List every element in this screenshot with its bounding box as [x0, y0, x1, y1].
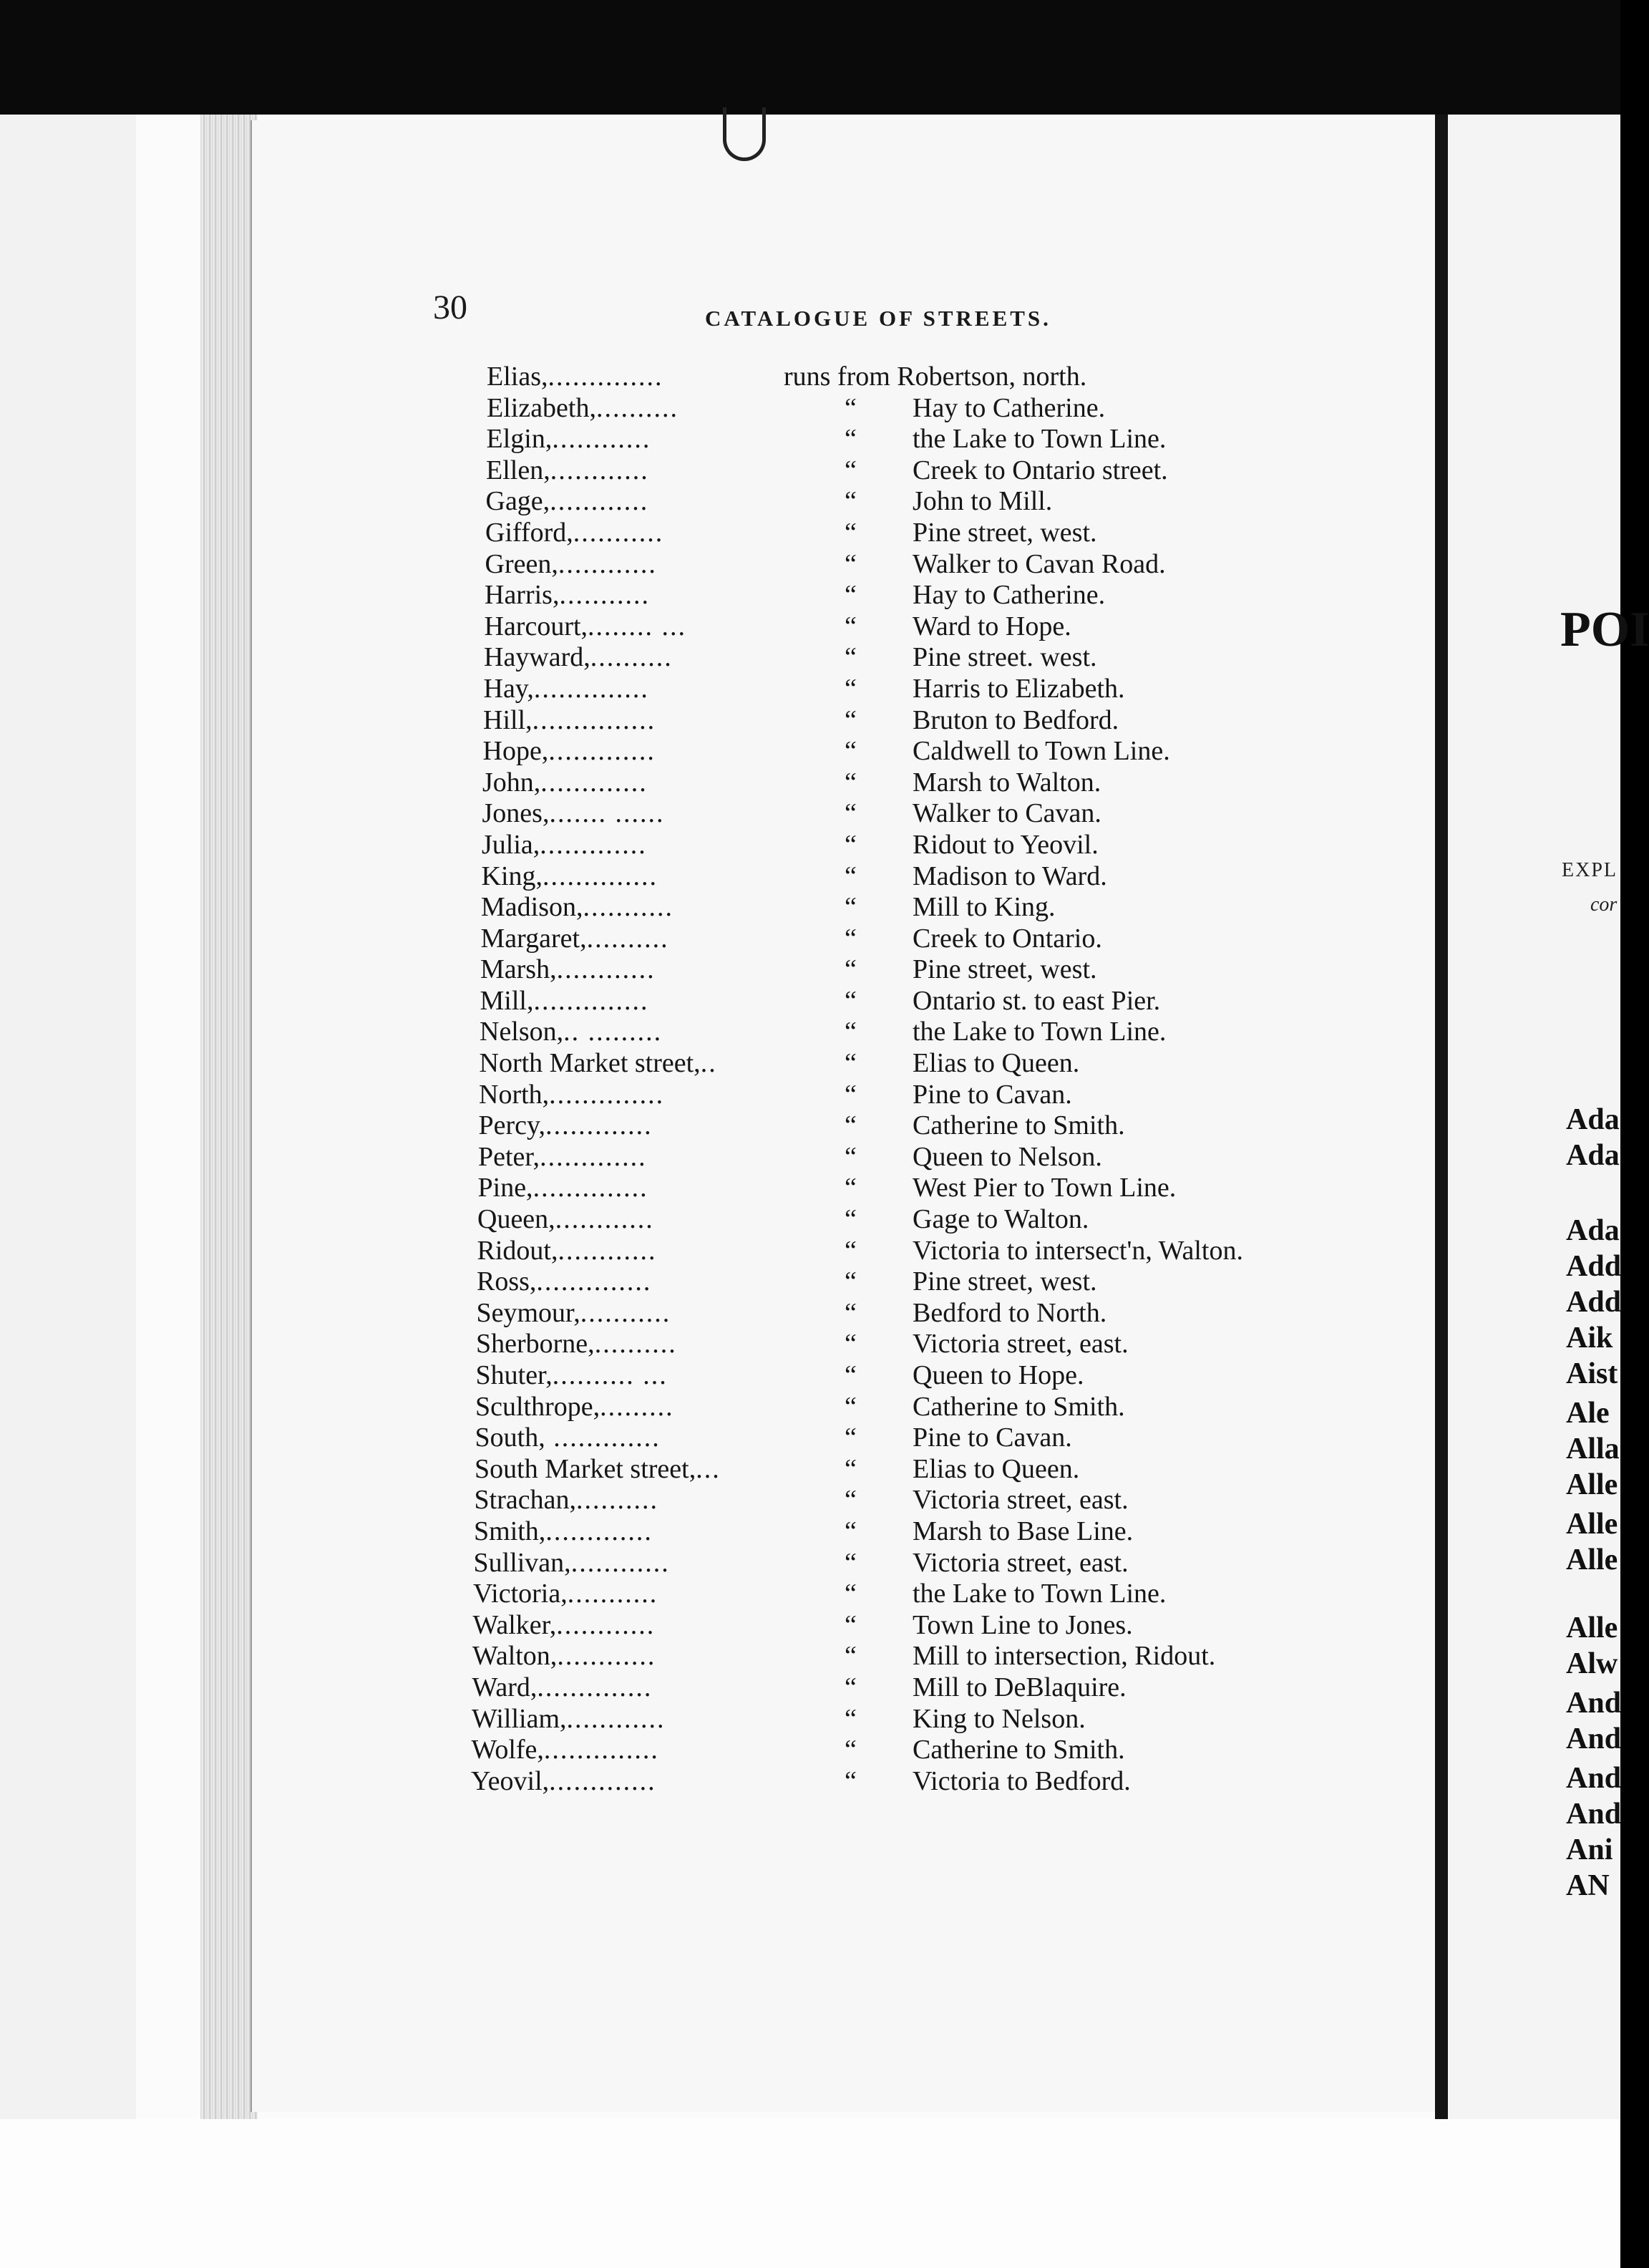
ditto-mark: “ — [845, 1547, 857, 1578]
catalogue-row — [458, 954, 1388, 986]
street-extent: Victoria street, east. — [913, 1485, 1129, 1516]
street-extent: Elias to Queen. — [913, 1048, 1080, 1079]
street-extent: Harris to Elizabeth. — [913, 673, 1125, 704]
street-name: South Market street, — [475, 1453, 696, 1484]
street-name: Julia, — [482, 829, 540, 860]
street-name: Elgin, — [486, 424, 553, 455]
ditto-mark: “ — [845, 1017, 857, 1047]
street-name: Elias, — [487, 362, 548, 392]
ditto-mark: “ — [845, 1297, 857, 1328]
catalogue-row — [458, 1766, 1388, 1798]
facing-page-name-fragment: AN — [1566, 1869, 1610, 1902]
ditto-mark: “ — [845, 736, 857, 767]
leader-dots: ........... — [580, 1297, 671, 1328]
leader-dots: ........ ... — [588, 611, 687, 641]
catalogue-row — [458, 549, 1388, 581]
street-extent: Catherine to Smith. — [913, 1391, 1125, 1422]
leader-dots: .............. — [543, 1735, 659, 1765]
street-extent: Queen to Nelson. — [913, 1141, 1102, 1172]
street-name: William, — [472, 1703, 567, 1734]
street-extent: Pine street, west. — [913, 1266, 1097, 1297]
leader-dots: .......... — [594, 1329, 677, 1360]
street-name: North, — [479, 1079, 550, 1110]
street-extent: Bedford to North. — [913, 1297, 1107, 1328]
street-name: Sculthrope, — [475, 1391, 600, 1422]
catalogue-row — [458, 705, 1388, 737]
catalogue-row — [458, 924, 1388, 955]
street-name: Sherborne, — [476, 1329, 595, 1360]
facing-page-name-fragment: Ada — [1566, 1139, 1620, 1172]
leader-dots: ............. — [540, 767, 648, 798]
leader-dots: ... — [696, 1453, 721, 1484]
ditto-mark: “ — [845, 704, 857, 735]
street-name: Hill, — [483, 704, 532, 735]
ditto-mark: “ — [845, 486, 857, 517]
leader-dots: .......... — [586, 923, 669, 954]
catalogue-row — [458, 1204, 1388, 1236]
ditto-mark: “ — [845, 1173, 857, 1203]
page-number: 30 — [433, 289, 467, 326]
facing-page-name-fragment: Ale — [1566, 1397, 1610, 1430]
catalogue-row — [458, 1298, 1388, 1329]
street-name: Strachan, — [474, 1485, 576, 1516]
leader-dots: .............. — [543, 861, 658, 891]
ditto-mark: “ — [845, 985, 857, 1016]
street-extent: Pine street, west. — [913, 517, 1097, 548]
leader-dots: .......... — [595, 392, 678, 423]
leader-dots: .......... — [590, 642, 673, 673]
catalogue-row — [458, 767, 1388, 799]
facing-page-name-fragment: And — [1566, 1722, 1622, 1755]
street-name: Shuter, — [475, 1360, 553, 1390]
street-name: Victoria, — [473, 1579, 568, 1609]
street-name: Gage, — [485, 486, 550, 517]
street-extent: Mill to King. — [913, 892, 1056, 923]
street-extent: Pine to Cavan. — [913, 1423, 1072, 1453]
street-extent: Pine to Cavan. — [913, 1079, 1072, 1110]
street-extent: Mill to intersection, Ridout. — [913, 1641, 1216, 1672]
catalogue-row — [458, 1173, 1388, 1204]
catalogue-row — [458, 892, 1388, 924]
ditto-mark: “ — [845, 1609, 857, 1640]
ditto-mark: “ — [845, 1453, 857, 1484]
facing-page-name-fragment: Alle — [1566, 1468, 1618, 1501]
scan-top-border — [0, 0, 1620, 115]
book-gutter — [1435, 115, 1448, 2119]
leader-dots: ............. — [545, 1110, 653, 1141]
street-name: Harris, — [485, 580, 560, 611]
binding-area — [0, 115, 136, 2119]
catalogue-row — [458, 1236, 1388, 1267]
catalogue-row — [458, 830, 1388, 861]
street-name: Pine, — [477, 1173, 533, 1203]
street-extent: Ridout to Yeovil. — [913, 829, 1099, 860]
catalogue-row — [458, 1423, 1388, 1454]
street-extent: Ward to Hope. — [913, 611, 1071, 641]
leader-dots: ............. — [548, 736, 656, 767]
street-extent: Bruton to Bedford. — [913, 704, 1119, 735]
ditto-mark: “ — [845, 673, 857, 704]
facing-page-name-fragment: Ada — [1566, 1214, 1620, 1247]
street-extent: Walker to Cavan. — [913, 798, 1101, 829]
leader-dots: ............. — [545, 1516, 653, 1546]
catalogue-row — [458, 642, 1388, 674]
ditto-mark: “ — [845, 1204, 857, 1235]
street-extent: Catherine to Smith. — [913, 1110, 1125, 1141]
street-extent: Pine street. west. — [913, 642, 1097, 673]
street-extent: Walker to Cavan Road. — [913, 548, 1166, 579]
leader-dots: ............ — [555, 1204, 654, 1235]
catalogue-row — [458, 580, 1388, 611]
catalogue-row — [458, 486, 1388, 518]
street-extent: Victoria to Bedford. — [913, 1765, 1131, 1796]
street-name: Nelson, — [480, 1017, 564, 1047]
street-extent: runs from Robertson, north. — [784, 362, 1087, 392]
street-name: Yeovil, — [471, 1765, 550, 1796]
facing-page-name-fragment: And — [1566, 1762, 1622, 1795]
ditto-mark: “ — [845, 1266, 857, 1297]
catalogue-row — [458, 736, 1388, 767]
catalogue-row — [458, 1142, 1388, 1173]
street-extent: John to Mill. — [913, 486, 1053, 517]
street-extent: Elias to Queen. — [913, 1453, 1080, 1484]
facing-page-name-fragment: Alw — [1566, 1647, 1618, 1680]
street-catalogue — [458, 362, 1388, 1797]
catalogue-row-first — [458, 362, 1388, 393]
catalogue-row — [458, 1454, 1388, 1486]
leader-dots: .............. — [548, 362, 663, 392]
facing-page-expl-fragment: EXPL — [1562, 859, 1618, 881]
street-name: Walton, — [472, 1641, 558, 1672]
street-extent: West Pier to Town Line. — [913, 1173, 1177, 1203]
stray-ink-mark — [723, 107, 766, 161]
catalogue-row — [458, 1672, 1388, 1704]
street-name: Sullivan, — [473, 1547, 571, 1578]
ditto-mark: “ — [845, 1391, 857, 1422]
street-extent: Pine street, west. — [913, 954, 1097, 985]
catalogue-row — [458, 1641, 1388, 1672]
ditto-mark: “ — [845, 455, 857, 485]
facing-page-cor-fragment: cor — [1590, 893, 1618, 916]
catalogue-row — [458, 798, 1388, 830]
street-name: Gifford, — [485, 517, 573, 548]
street-name: Walker, — [472, 1609, 557, 1640]
street-extent: Marsh to Base Line. — [913, 1516, 1134, 1546]
leader-dots: ............... — [532, 704, 656, 735]
street-extent: the Lake to Town Line. — [913, 1017, 1167, 1047]
leader-dots: ............ — [557, 1641, 656, 1672]
facing-page-name-fragment: Add — [1566, 1286, 1622, 1319]
ditto-mark: “ — [845, 923, 857, 954]
leader-dots: .............. — [549, 1079, 665, 1110]
street-extent: Madison to Ward. — [913, 861, 1107, 891]
leader-dots: .............. — [533, 673, 649, 704]
ditto-mark: “ — [845, 1329, 857, 1360]
ditto-mark: “ — [845, 642, 857, 673]
ditto-mark: “ — [845, 1765, 857, 1796]
street-name: North Market street, — [479, 1048, 701, 1079]
catalogue-row — [458, 1329, 1388, 1360]
catalogue-row — [458, 1266, 1388, 1298]
street-name: Wolfe, — [471, 1735, 544, 1765]
leader-dots: .......... — [575, 1485, 658, 1516]
ditto-mark: “ — [845, 1641, 857, 1672]
catalogue-row — [458, 674, 1388, 705]
catalogue-row — [458, 455, 1388, 487]
street-name: Peter, — [478, 1141, 540, 1172]
ditto-mark: “ — [845, 1672, 857, 1702]
street-extent: Town Line to Jones. — [913, 1609, 1133, 1640]
catalogue-row — [458, 1704, 1388, 1735]
ditto-mark: “ — [845, 1360, 857, 1390]
running-head: CATALOGUE OF STREETS. — [705, 306, 1051, 331]
street-name: Elizabeth, — [487, 392, 596, 423]
street-extent: Victoria street, east. — [913, 1329, 1129, 1360]
catalogue-row — [458, 1735, 1388, 1766]
ditto-mark: “ — [845, 1516, 857, 1546]
catalogue-row — [458, 986, 1388, 1017]
street-extent: Gage to Walton. — [913, 1204, 1089, 1235]
catalogue-row — [458, 1516, 1388, 1548]
ditto-mark: “ — [845, 1485, 857, 1516]
ditto-mark: “ — [845, 424, 857, 455]
catalogue-row — [458, 1080, 1388, 1111]
ditto-mark: “ — [845, 1735, 857, 1765]
leader-dots: ............ — [552, 424, 651, 455]
street-name: Hope, — [482, 736, 549, 767]
catalogue-row — [458, 861, 1388, 893]
street-name: Seymour, — [476, 1297, 580, 1328]
street-extent: Victoria street, east. — [913, 1547, 1129, 1578]
ditto-mark: “ — [845, 798, 857, 829]
street-extent: King to Nelson. — [913, 1703, 1086, 1734]
street-extent: Hay to Catherine. — [913, 580, 1106, 611]
leader-dots: .............. — [532, 1173, 648, 1203]
catalogue-row — [458, 424, 1388, 455]
catalogue-row — [458, 393, 1388, 425]
ditto-mark: “ — [845, 767, 857, 798]
leader-dots: ............ — [550, 486, 649, 517]
leader-dots: ........... — [559, 580, 650, 611]
catalogue-row — [458, 611, 1388, 643]
street-name: Hay, — [483, 673, 534, 704]
ditto-mark: “ — [845, 1423, 857, 1453]
catalogue-row — [458, 1610, 1388, 1642]
street-name: Madison, — [481, 892, 583, 923]
ditto-mark: “ — [845, 517, 857, 548]
facing-page-name-fragment: Ada — [1566, 1103, 1620, 1136]
facing-page-name-fragment: Alla — [1566, 1433, 1620, 1465]
street-extent: Mill to DeBlaquire. — [913, 1672, 1127, 1702]
leader-dots: ............. — [540, 829, 647, 860]
ditto-mark: “ — [845, 1079, 857, 1110]
street-extent: Queen to Hope. — [913, 1360, 1084, 1390]
street-extent: Creek to Ontario. — [913, 923, 1102, 954]
leader-dots: .......... ... — [552, 1360, 668, 1390]
facing-page-name-fragment: Aist — [1566, 1357, 1618, 1390]
facing-page-name-fragment: And — [1566, 1687, 1622, 1720]
ditto-mark: “ — [845, 829, 857, 860]
catalogue-row — [458, 1048, 1388, 1080]
facing-page-name-fragment: Alle — [1566, 1508, 1618, 1541]
facing-page-name-fragment: Alle — [1566, 1612, 1618, 1644]
page-edges — [200, 115, 258, 2119]
leader-dots: ............ — [566, 1703, 666, 1734]
street-name: John, — [482, 767, 541, 798]
catalogue-row — [458, 1548, 1388, 1579]
ditto-mark: “ — [845, 892, 857, 923]
leader-dots: ............ — [558, 548, 657, 579]
street-extent: Victoria to intersect'n, Walton. — [913, 1235, 1243, 1266]
street-extent: Creek to Ontario street. — [913, 455, 1168, 485]
street-name: Margaret, — [480, 923, 587, 954]
leader-dots: ............ — [558, 1235, 657, 1266]
catalogue-row — [458, 1579, 1388, 1610]
ditto-mark: “ — [845, 580, 857, 611]
ditto-mark: “ — [845, 861, 857, 891]
facing-page-name-fragment: Aik — [1566, 1322, 1613, 1354]
leader-dots: .. ......... — [563, 1017, 663, 1047]
catalogue-row — [458, 1392, 1388, 1423]
ditto-mark: “ — [845, 1110, 857, 1141]
street-name: Jones, — [482, 798, 550, 829]
street-name: Percy, — [478, 1110, 546, 1141]
leader-dots: .. — [700, 1048, 717, 1079]
ditto-mark: “ — [845, 1579, 857, 1609]
leader-dots: .............. — [537, 1672, 653, 1702]
street-name: Mill, — [480, 985, 534, 1016]
ditto-mark: “ — [845, 1703, 857, 1734]
facing-page-name-fragment: Add — [1566, 1250, 1622, 1283]
street-name: Ward, — [472, 1672, 537, 1702]
leader-dots: ............. — [549, 1765, 656, 1796]
street-name: Queen, — [477, 1204, 555, 1235]
leader-dots: ............ — [556, 954, 656, 985]
street-name: Marsh, — [480, 954, 557, 985]
ditto-mark: “ — [845, 548, 857, 579]
street-extent: Marsh to Walton. — [913, 767, 1101, 798]
catalogue-row — [458, 1485, 1388, 1516]
leader-dots: ............ — [556, 1609, 656, 1640]
catalogue-row — [458, 518, 1388, 549]
catalogue-row — [458, 1110, 1388, 1142]
ditto-mark: “ — [845, 1141, 857, 1172]
ditto-mark: “ — [845, 611, 857, 641]
street-name: Green, — [485, 548, 558, 579]
facing-page-title-fragment: POI — [1560, 602, 1649, 657]
leader-dots: ............ — [570, 1547, 670, 1578]
street-extent: the Lake to Town Line. — [913, 1579, 1167, 1609]
catalogue-row — [458, 1360, 1388, 1392]
street-extent: Caldwell to Town Line. — [913, 736, 1170, 767]
ditto-mark: “ — [845, 954, 857, 985]
street-name: Hayward, — [484, 642, 590, 673]
street-extent: the Lake to Town Line. — [913, 424, 1167, 455]
leader-dots: .............. — [536, 1266, 652, 1297]
leader-dots: .............. — [533, 985, 649, 1016]
facing-page-name-fragment: Ani — [1566, 1833, 1613, 1866]
street-name: Ridout, — [477, 1235, 558, 1266]
street-extent: Catherine to Smith. — [913, 1735, 1125, 1765]
leader-dots: ........... — [583, 892, 673, 923]
street-name: Smith, — [474, 1516, 546, 1546]
leader-dots: ....... ...... — [549, 798, 665, 829]
scan-bottom-margin — [0, 2119, 1620, 2268]
catalogue-row — [458, 1017, 1388, 1048]
facing-page-name-fragment: Alle — [1566, 1544, 1618, 1576]
street-name: Ellen, — [486, 455, 550, 485]
leader-dots: ............ — [550, 455, 649, 485]
leader-dots: ........... — [573, 517, 664, 548]
ditto-mark: “ — [845, 392, 857, 423]
leader-dots: ......... — [600, 1391, 674, 1422]
leader-dots: ............. — [545, 1423, 661, 1453]
street-extent: Hay to Catherine. — [913, 392, 1106, 423]
ditto-mark: “ — [845, 1235, 857, 1266]
facing-page-name-fragment: And — [1566, 1798, 1622, 1831]
street-name: King, — [481, 861, 543, 891]
leader-dots: ........... — [567, 1579, 658, 1609]
street-name: Ross, — [477, 1266, 537, 1297]
street-name: Harcourt, — [484, 611, 588, 641]
street-extent: Ontario st. to east Pier. — [913, 985, 1161, 1016]
street-name: South, — [475, 1423, 545, 1453]
ditto-mark: “ — [845, 1048, 857, 1079]
leader-dots: ............. — [540, 1141, 647, 1172]
